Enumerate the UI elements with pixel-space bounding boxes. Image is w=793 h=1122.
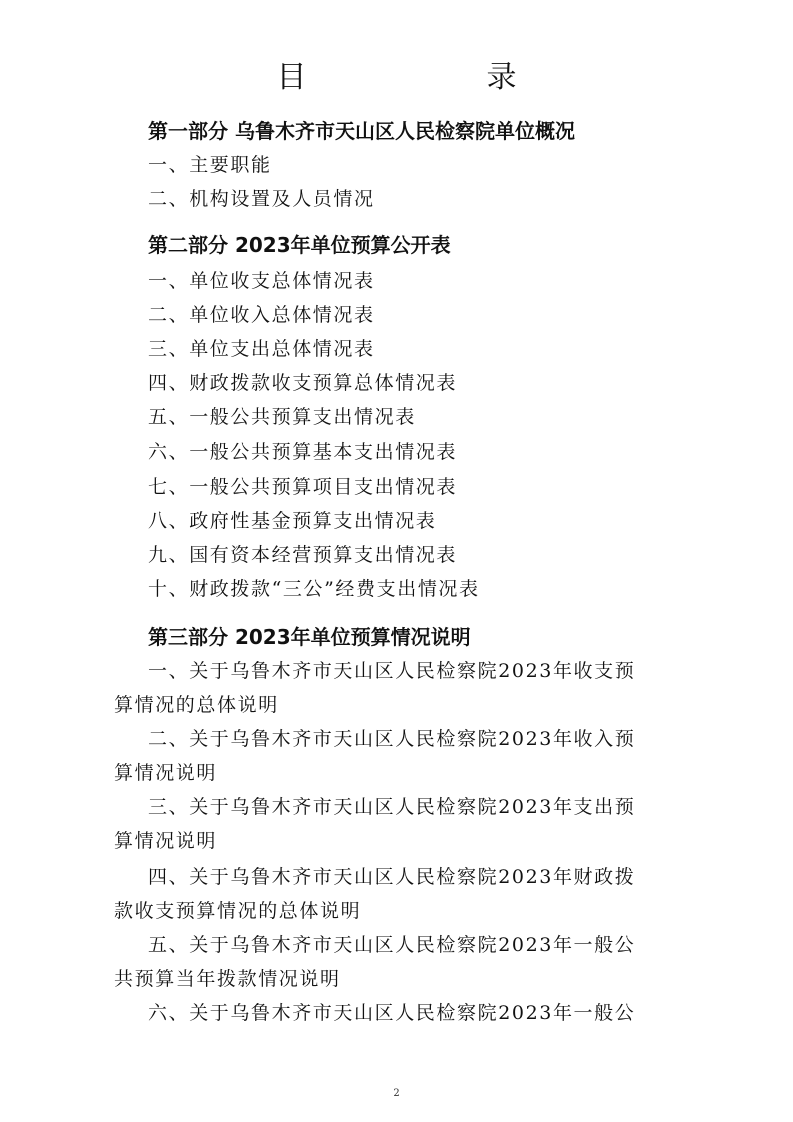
toc-item: 二、机构设置及人员情况 (148, 188, 375, 210)
toc-entry-line2: 算情况说明 (114, 762, 218, 784)
toc-entry-line2: 算情况说明 (114, 830, 218, 852)
page-number: 2 (393, 1088, 400, 1099)
toc-entry (114, 724, 674, 788)
toc-item: 七、一般公共预算项目支出情况表 (148, 476, 458, 498)
toc-item: 八、政府性基金预算支出情况表 (148, 510, 437, 532)
section-heading-part2: 第二部分 2023年单位预算公开表 (148, 233, 451, 257)
section-heading-part1: 第一部分 乌鲁木齐市天山区人民检察院单位概况 (148, 119, 575, 143)
toc-item: 十、财政拨款“三公”经费支出情况表 (148, 578, 480, 600)
toc-entry-line1: 三、关于乌鲁木齐市天山区人民检察院2023年支出预 (148, 796, 636, 818)
toc-item: 一、主要职能 (148, 154, 272, 176)
toc-entry (114, 656, 674, 720)
toc-item: 二、单位收入总体情况表 (148, 304, 375, 326)
toc-entry (114, 862, 674, 926)
toc-entry-line2: 款收支预算情况的总体说明 (114, 900, 362, 922)
toc-entry-line1: 一、关于乌鲁木齐市天山区人民检察院2023年收支预 (148, 660, 636, 682)
page-title: 目 录 (276, 60, 557, 95)
toc-item: 三、单位支出总体情况表 (148, 338, 375, 360)
toc-item: 六、一般公共预算基本支出情况表 (148, 441, 458, 463)
toc-entry-line2: 算情况的总体说明 (114, 694, 279, 716)
toc-item: 五、一般公共预算支出情况表 (148, 406, 416, 428)
toc-entry (114, 998, 674, 1028)
section-heading-part3: 第三部分 2023年单位预算情况说明 (148, 625, 471, 649)
toc-entry-line1: 四、关于乌鲁木齐市天山区人民检察院2023年财政拨 (148, 866, 636, 888)
toc-item: 四、财政拨款收支预算总体情况表 (148, 372, 458, 394)
toc-entry (114, 930, 674, 994)
toc-entry (114, 792, 674, 856)
toc-item: 九、国有资本经营预算支出情况表 (148, 544, 458, 566)
toc-entry-line2: 共预算当年拨款情况说明 (114, 968, 341, 990)
toc-entry-line1: 六、关于乌鲁木齐市天山区人民检察院2023年一般公 (148, 1002, 636, 1024)
toc-entry-line1: 五、关于乌鲁木齐市天山区人民检察院2023年一般公 (148, 934, 636, 956)
toc-entry-line1: 二、关于乌鲁木齐市天山区人民检察院2023年收入预 (148, 728, 636, 750)
toc-item: 一、单位收支总体情况表 (148, 270, 375, 292)
